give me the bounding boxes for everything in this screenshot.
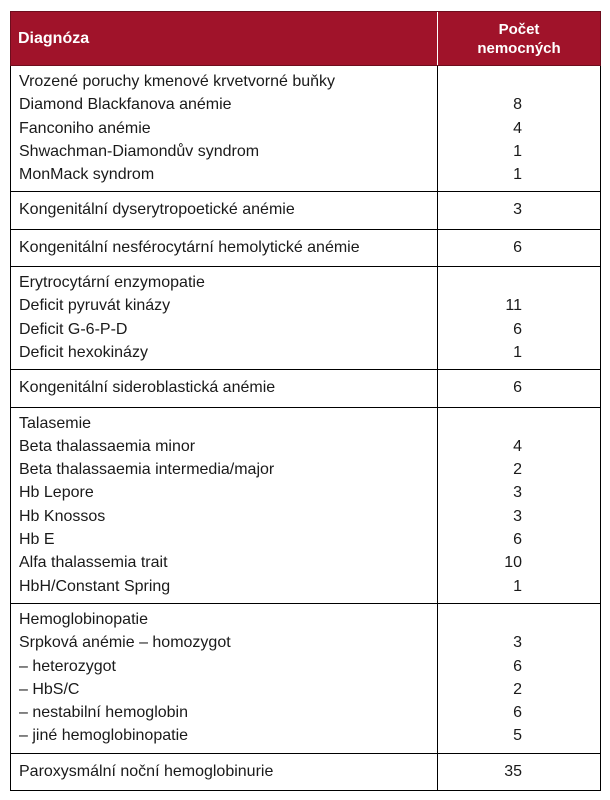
- group-title: Paroxysmální noční hemoglobinurie: [19, 762, 274, 780]
- header-count: [438, 12, 600, 65]
- group-title-count: 3: [513, 201, 522, 219]
- row-label: Diamond Blackfanova anémie: [19, 96, 232, 114]
- group-labels: [11, 754, 438, 790]
- group-title: Talasemie: [19, 414, 92, 432]
- row-label: Beta thalassaemia minor: [19, 437, 196, 455]
- row-label: Shwachman-Diamondův syndrom: [19, 142, 260, 160]
- group-title: Hemoglobinopatie: [19, 610, 148, 628]
- group-counts: [438, 267, 600, 369]
- row-count: 1: [513, 166, 522, 184]
- group-title-count: 6: [513, 379, 522, 397]
- group-counts: [438, 230, 600, 266]
- row-label: Deficit G-6-P-D: [19, 320, 128, 338]
- group-title: Vrozené poruchy kmenové krvetvorné buňky: [19, 73, 336, 90]
- row-count: 3: [513, 484, 522, 502]
- table-group: [10, 192, 601, 229]
- row-count: 3: [513, 507, 522, 525]
- row-label: – nestabilní hemoglobin: [19, 704, 189, 722]
- group-labels: [11, 267, 438, 369]
- group-labels: [11, 370, 438, 406]
- row-count: 1: [513, 343, 522, 361]
- row-label: – heterozygot: [19, 657, 116, 675]
- row-label: Hb E: [19, 531, 55, 549]
- row-count: 6: [513, 320, 522, 338]
- row-label: Deficit hexokinázy: [19, 343, 148, 361]
- group-labels: [11, 66, 438, 191]
- row-label: – jiné hemoglobinopatie: [19, 727, 189, 745]
- group-title: Kongenitální sideroblastická anémie: [19, 379, 276, 397]
- table-group: [10, 66, 601, 192]
- header-diagnosis: Diagnóza: [11, 12, 438, 65]
- row-count: 6: [513, 657, 522, 675]
- row-label: Srpková anémie – homozygot: [19, 634, 231, 652]
- group-counts: [438, 192, 600, 228]
- row-label: HbH/Constant Spring: [19, 577, 171, 595]
- group-labels: [11, 192, 438, 228]
- group-title-count: [438, 608, 600, 631]
- row-label: Fanconiho anémie: [19, 119, 151, 137]
- row-count: 2: [513, 461, 522, 479]
- table-group: [10, 267, 601, 370]
- row-count: 1: [513, 142, 522, 160]
- table-group: [10, 230, 601, 267]
- row-count: 11: [505, 297, 522, 315]
- group-labels: [11, 408, 438, 603]
- group-counts: [438, 604, 600, 753]
- row-count: 6: [513, 531, 522, 549]
- group-title: Kongenitální nesférocytární hemolytické anémie: [19, 238, 360, 256]
- group-counts: [438, 754, 600, 790]
- group-labels: [11, 230, 438, 266]
- header-count-line1: Počet: [498, 20, 540, 38]
- row-label: Deficit pyruvát kinázy: [19, 297, 171, 315]
- group-counts: [438, 66, 600, 191]
- row-count: 3: [513, 634, 522, 652]
- group-counts: [438, 408, 600, 603]
- table-group: [10, 370, 601, 407]
- group-title-count: [438, 412, 600, 435]
- row-label: MonMack syndrom: [19, 166, 155, 184]
- row-count: 4: [513, 437, 522, 455]
- group-title-count: 35: [504, 762, 522, 780]
- diagnosis-table: [10, 11, 601, 791]
- group-title: Kongenitální dyserytropoetické anémie: [19, 201, 295, 219]
- row-count: 4: [513, 119, 522, 137]
- row-label: Alfa thalassemia trait: [19, 554, 168, 572]
- row-label: – HbS/C: [19, 680, 80, 698]
- table-header: [10, 11, 601, 66]
- row-count: 6: [513, 704, 522, 722]
- table-group: [10, 754, 601, 791]
- row-label: Beta thalassaemia intermedia/major: [19, 461, 275, 479]
- table-group: [10, 408, 601, 604]
- row-count: 5: [513, 727, 522, 745]
- row-count: 10: [504, 554, 522, 572]
- group-title: Erytrocytární enzymopatie: [19, 274, 205, 292]
- group-counts: [438, 370, 600, 406]
- row-count: 2: [513, 680, 522, 698]
- group-title-count: [438, 271, 600, 294]
- group-title-count: [438, 70, 600, 93]
- table-group: [10, 604, 601, 754]
- group-title-count: 6: [513, 238, 522, 256]
- row-count: 8: [513, 96, 522, 114]
- group-labels: [11, 604, 438, 753]
- row-count: 1: [513, 577, 522, 595]
- row-label: Hb Lepore: [19, 484, 94, 502]
- header-count-line2: nemocných: [477, 39, 561, 57]
- row-label: Hb Knossos: [19, 507, 106, 525]
- table-body: [10, 66, 601, 791]
